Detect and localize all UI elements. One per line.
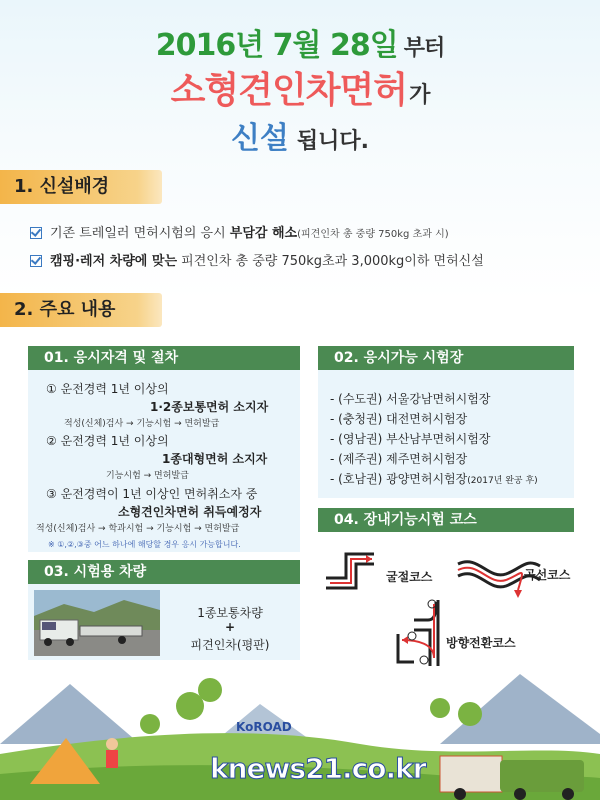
bullet-2-bold: 캠핑·레저 차량에 맞는 [50,254,178,269]
headline-new-suffix: 됩니다. [296,129,370,154]
bullet-1-text: 기존 트레일러 면허시험의 응시 [50,226,226,241]
test-site-5-text: - (호남권) 광양면허시험장 [330,472,468,486]
headline-date [0,20,600,64]
headline-new [0,113,600,157]
test-site-2: - (충청권) 대전면허시험장 [330,412,468,426]
headline-new-text: 신설 [230,121,289,156]
test-site-5 [330,470,538,487]
vehicle-line-1: 1종보통차량 [197,606,263,620]
headline-license [0,62,600,113]
test-vehicle-photo [34,590,160,656]
koroad-logo: KoROAD [236,720,292,734]
eligibility-note: ※ ①,②,③중 어느 하나에 해당할 경우 응시 가능합니다. [48,540,241,549]
panel-course-title: 04. 장내기능시험 코스 [318,508,574,532]
test-site-3: - (영남권) 부산남부면허시험장 [330,432,491,446]
course-diagrams [318,540,574,680]
section-1-title: 1. 신설배경 [0,170,162,204]
background-bullet-2 [30,250,484,269]
bullet-1-bold: 부담감 해소 [229,226,298,241]
panel-eligibility-title: 01. 응시자격 및 절차 [28,346,300,370]
test-site-4: - (제주권) 제주면허시험장 [330,452,468,466]
vehicle-plus: + [224,620,236,634]
panel-test-sites-title: 02. 응시가능 시험장 [318,346,574,370]
eligibility-3-steps: 적성(신체)검사 → 학과시험 → 기능시험 → 면허발급 [36,524,240,534]
bullet-1-note: (피견인차 총 중량 750kg 초과 시) [297,229,449,240]
eligibility-2-steps: 기능시험 → 면허발급 [106,471,189,481]
check-icon [30,227,42,239]
eligibility-2-line2: 1종대형면허 소지자 [162,452,268,466]
eligibility-3-line2: 소형견인차면허 취득예정자 [118,505,262,519]
turnaround-course-icon [398,600,438,666]
background-bullet-1 [30,222,449,241]
eligibility-1-line1: ① 운전경력 1년 이상의 [46,382,169,396]
panel-vehicle-title: 03. 시험용 차량 [28,560,300,584]
course-label-bend: 굴절코스 [386,570,433,584]
course-label-curve: 곡선코스 [524,568,571,582]
bend-course-icon [326,554,374,588]
headline-license-text: 소형견인차면허 [170,70,408,111]
course-label-turnaround: 방향전환코스 [446,636,516,650]
eligibility-2-line1: ② 운전경력 1년 이상의 [46,434,169,448]
eligibility-1-line2: 1·2종보통면허 소지자 [150,400,269,414]
headline-date-text: 2016년 7월 28일 [155,28,398,63]
test-site-5-note: (2017년 완공 후) [467,476,538,486]
headline-license-suffix: 가 [409,83,430,108]
watermark-url: knews21.co.kr [210,752,426,785]
check-icon [30,255,42,267]
eligibility-1-steps: 적성(신체)검사 → 기능시험 → 면허발급 [64,419,220,429]
section-2-title: 2. 주요 내용 [0,293,162,327]
headline-date-suffix: 부터 [403,36,445,61]
eligibility-3-line1: ③ 운전경력이 1년 이상인 면허취소자 중 [46,487,258,501]
test-site-1: - (수도권) 서울강남면허시험장 [330,392,491,406]
vehicle-line-2: 피견인차(평판) [190,638,270,652]
bullet-2-text: 피견인차 총 중량 750kg초과 3,000kg이하 면허신설 [181,254,484,269]
